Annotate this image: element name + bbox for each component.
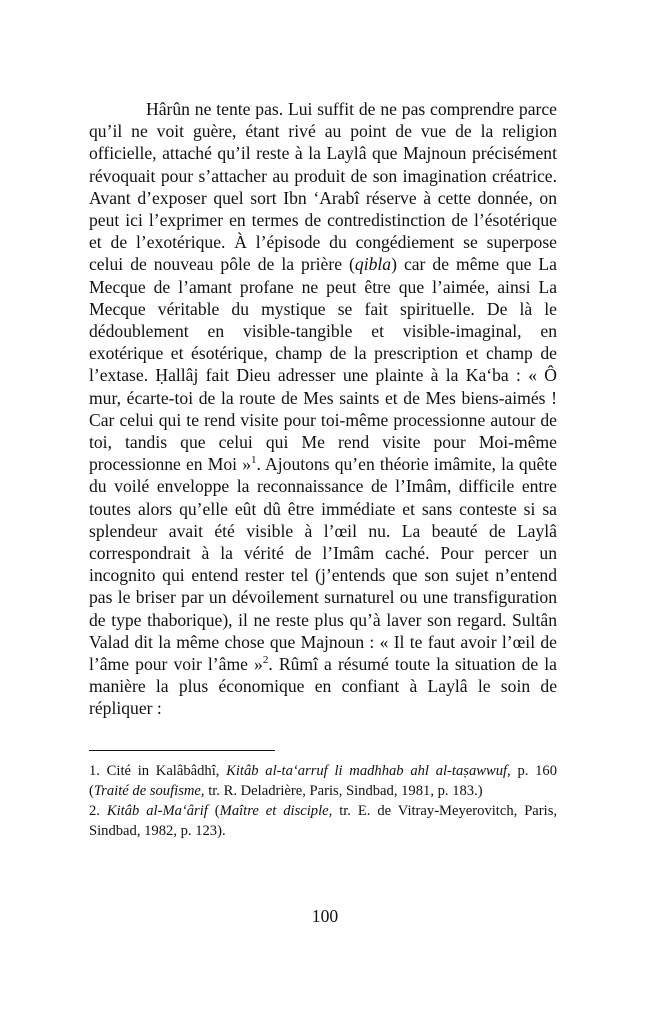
footnote-1 [89,761,557,801]
page-content [89,98,557,841]
footnotes [89,761,557,841]
footnote-text: tr. E. de Vitray-Meyerovitch, Paris, Sindbad, 1982, p. 123). [89,802,558,839]
footnote-ref: 1 [251,454,257,467]
footnote-divider [89,750,275,751]
body-paragraph [89,98,557,720]
footnote-text: p. 160 ( [89,762,557,799]
italic-term: qibla [354,254,392,275]
footnote-title: Kitâb al-ta‘arruf li madhhab ahl al-taṣawwuf, [226,762,511,779]
footnote-text: 1. Cité in Kalâbâdhî, [89,762,227,779]
footnote-text: 2. [89,802,107,819]
footnote-2 [89,801,557,841]
footnote-text: ( [207,802,220,819]
body-text: . Ajoutons qu’en théorie imâmite, la quête du voilé enveloppe la reconnaissance de l’Imâm, difficile entre toutes alors qu’elle eût dû être immédiate et sans conteste si sa splendeur avait été visible à l’œil nu. La beauté de Laylâ correspondrait à la vérité de l’Imâm caché. Pour percer un incognito qui entend rester tel (j’entends que son sujet n’entend pas le briser par un dévoilement surnaturel ou une transfiguration de type thaborique), il ne reste plus qu’à laver son regard. Sultân Valad dit la même chose que Majnoun : « Il te faut avoir l’œil de l’âme pour voir l’âme » [89,454,558,675]
body-text: ) car de même que La Mecque de l’amant profane ne peut être que l’aimée, ainsi La Mecque véritable du mystique se fait spirituelle. De là le dédoublement en visible-tangible et visible-imaginal, en exotérique et ésotérique, champ de la prescription et champ de l’extase. Ḥallâj fait Dieu adresser une plainte à la Ka‘ba : « Ô mur, écarte-toi de la route de Mes saints et de Mes biens-aimés ! Car celui qui te rend visite pour toi-même processionne autour de toi, tandis que celui qui Me rend visite pour Moi-même processionne en Moi » [89,254,557,475]
footnote-title: Maître et disciple, [219,802,333,819]
body-text: . Rûmî a résumé toute la situation de la manière la plus économique en confiant à Laylâ le soin de répliquer : [89,654,557,719]
body-text: Hârûn ne tente pas. Lui suffit de ne pas comprendre parce qu’il ne voit guère, étant rivé au point de vue de la religion officielle, attaché qu’il reste à la Laylâ que Majnoun précisément révoquait pour s’attacher au produit de son imagination créatrice. Avant d’exposer quel sort Ibn ‘Arabî réserve à cette donnée, on peut ici l’exprimer en termes de contredistinction de l’ésotérique et de l’exotérique. À l’épisode du congédiement se superpose celui de nouveau pôle de la prière ( [89,99,557,275]
page-number: 100 [311,906,339,926]
footnote-ref: 2 [262,654,269,667]
footnote-title: Kitâb al-Ma‘ârif [106,802,208,819]
footnote-text: , tr. R. Deladrière, Paris, Sindbad, 1981, p. 183.) [200,782,483,799]
footnote-title: Traité de soufisme [93,782,201,799]
